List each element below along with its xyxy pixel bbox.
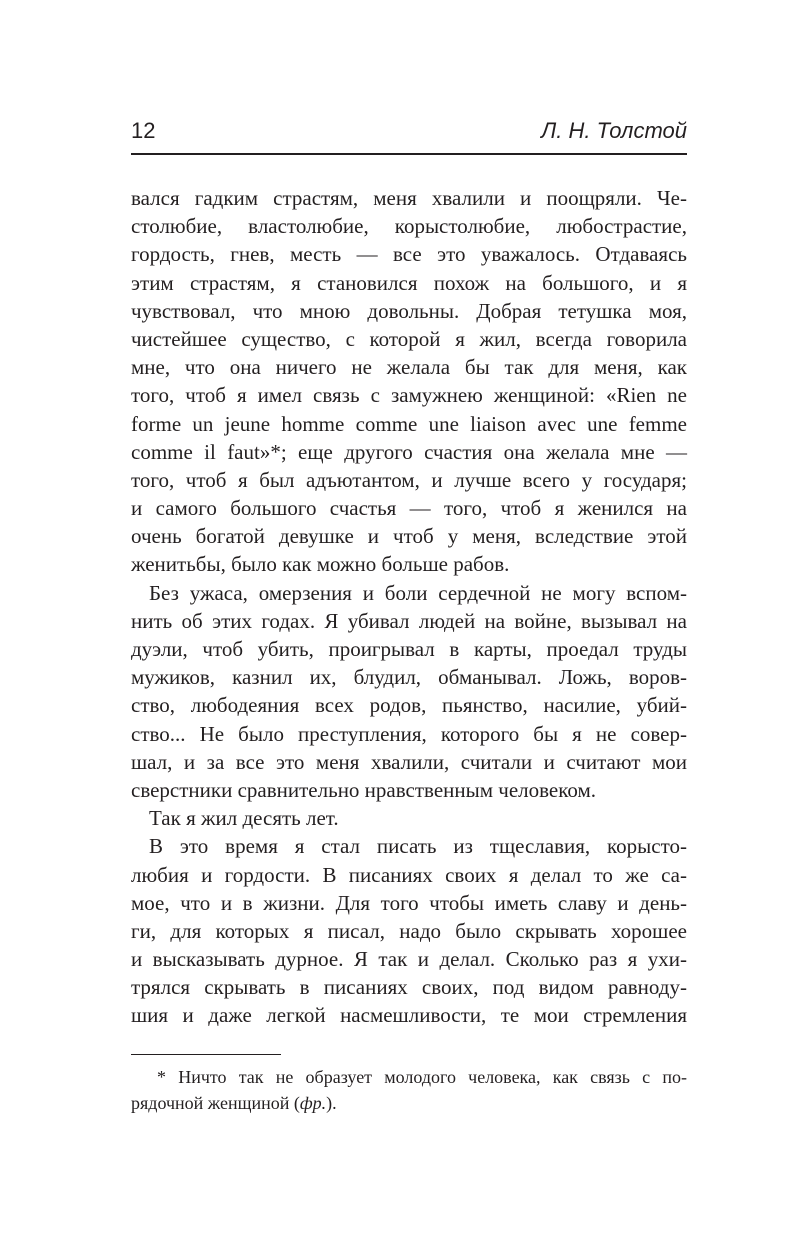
text-line: ство, любодеяния всех родов, пьянство, насилие, убий- [131,693,687,718]
text-line: мое, что и в жизни. Для того чтобы иметь славу и день- [131,890,687,915]
header-rule [131,153,687,155]
footnote-rule [131,1054,281,1055]
text-line: мужиков, казнил их, блудил, обманывал. Ложь, воров- [131,665,687,690]
text-line: очень богатой девушке и чтоб у меня, вследствие этой [131,524,687,549]
footnote-line: * Ничто так не образует молодого человека, как связь с по- [157,1067,687,1087]
text-line: женитьбы, было как можно больше рабов. [131,552,510,577]
text-line: нить об этих годах. Я убивал людей на войне, вызывал на [131,608,687,633]
page-header [131,118,687,152]
text-line: forme un jeune homme comme une liaison avec une femme [131,411,687,436]
text-line: чистейшее существо, с которой я жил, всегда говорила [131,326,687,351]
page-number: 12 [131,118,156,143]
text-line: сверстники сравнительно нравственным человеком. [131,777,597,802]
text-line: столюбие, властолюбие, корыстолюбие, любострастие, [131,214,687,239]
body-text [131,184,687,1030]
text-line: вался гадким страстям, меня хвалили и поощряли. Че- [131,186,687,210]
footnote-text: ). [326,1093,337,1113]
text-line: любия и гордости. В писаниях своих я делал то же са- [131,862,687,887]
footnote [131,1064,687,1116]
text-line: и самого большого счастья — того, чтоб я женился на [131,496,687,521]
text-line: Так я жил десять лет. [149,806,339,831]
text-line: дуэли, чтоб убить, проигрывал в карты, проедал труды [131,637,687,661]
text-line: В это время я стал писать из тщеславия, корысто- [149,834,687,859]
text-line: шал, и за все это меня хвалили, считали и считают мои [131,749,687,774]
text-line: шия и даже легкой насмешливости, те мои стремления [131,1003,687,1028]
text-line: мне, что она ничего не желала бы так для меня, как [131,355,687,380]
footnote-line [131,1090,687,1116]
text-line: этим страстям, я становился похож на большого, и я [131,270,687,295]
text-line: и высказывать дурное. Я так и делал. Сколько раз я ухи- [131,947,687,972]
footnote-text: рядочной женщиной ( [131,1093,300,1113]
footnote-language-abbrev: фр. [299,1093,327,1113]
text-line: comme il faut»*; еще другого счастия она желала мне — [131,439,687,464]
text-line: гордость, гнев, месть — все это уважалось. Отдаваясь [131,242,687,267]
text-line: чувствовал, что мною довольны. Добрая тетушка моя, [131,298,687,323]
text-line: того, чтоб я был адъютантом, и лучше всего у государя; [131,467,687,492]
text-line: ги, для которых я писал, надо было скрывать хорошее [131,918,687,943]
text-line: ство... Не было преступления, которого бы я не совер- [131,721,687,746]
text-line: трялся скрывать в писаниях своих, под видом равноду- [131,975,687,1000]
text-line: Без ужаса, омерзения и боли сердечной не могу вспом- [149,580,687,605]
text-line: того, чтоб я имел связь с замужнею женщиной: «Rien ne [131,383,687,408]
running-head-author: Л. Н. Толстой [541,118,687,143]
